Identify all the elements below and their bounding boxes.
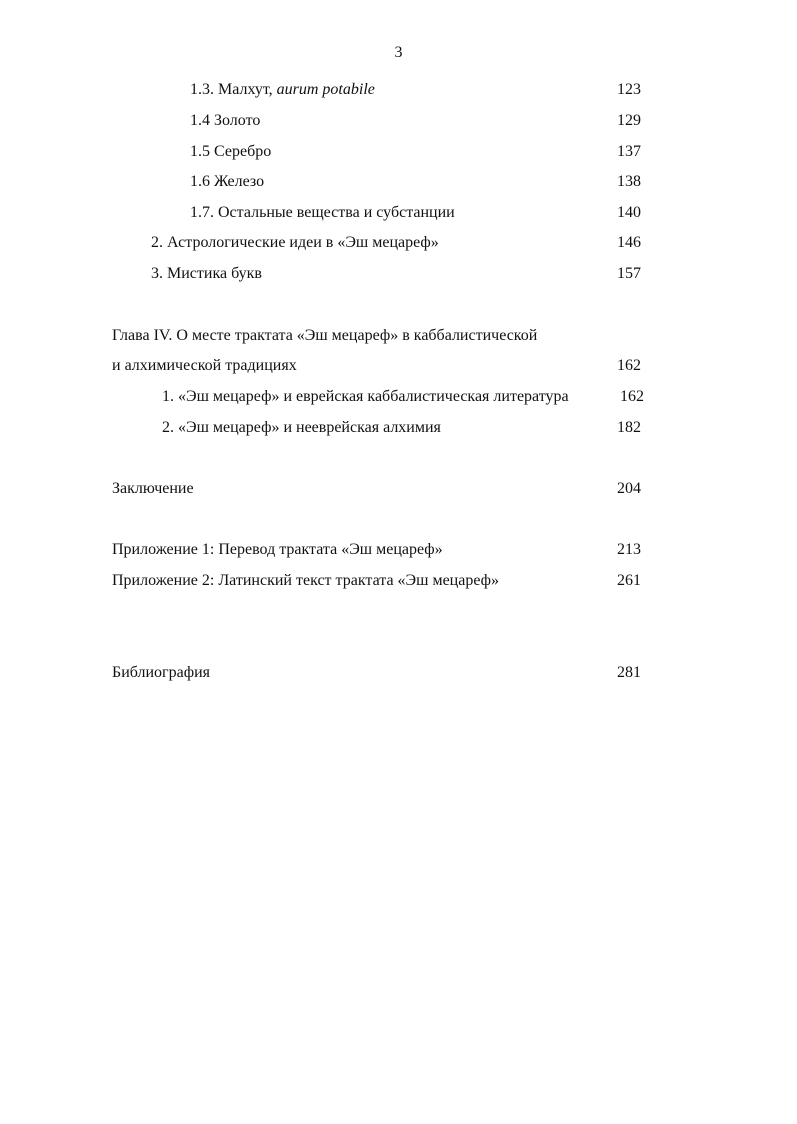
toc-bibliography: Библиография <box>112 664 210 681</box>
toc-page-number: 162 <box>620 388 644 405</box>
page-number: 3 <box>394 44 403 61</box>
toc-page-number: 146 <box>617 234 641 251</box>
toc-entry-italic-term: aurum potabile <box>276 81 375 98</box>
toc-page-number: 157 <box>617 265 641 282</box>
toc-entry-label: 1.3. Малхут, <box>190 81 277 98</box>
toc-chapter-4-title: Глава IV. О месте трактата «Эш мецареф» в каббалистической <box>112 327 538 344</box>
toc-entry-1-3 <box>190 80 375 100</box>
toc-page-number: 137 <box>617 143 641 160</box>
toc-page-number: 162 <box>617 357 641 374</box>
toc-appendix-2: Приложение 2: Латинский текст трактата «Эш мецареф» <box>112 572 499 589</box>
toc-page-number: 182 <box>617 419 641 436</box>
toc-entry-1-4: 1.4 Золото <box>190 112 261 129</box>
toc-conclusion: Заключение <box>112 480 194 497</box>
toc-chapter-4-title-cont: и алхимической традициях <box>112 357 297 374</box>
toc-entry-1-6: 1.6 Железо <box>190 173 265 190</box>
toc-entry-3: 3. Мистика букв <box>151 265 262 282</box>
toc-appendix-1: Приложение 1: Перевод трактата «Эш мецареф» <box>112 541 443 558</box>
toc-entry-1-7: 1.7. Остальные вещества и субстанции <box>190 204 455 221</box>
toc-page-number: 123 <box>617 81 641 98</box>
toc-page-number: 261 <box>617 572 641 589</box>
toc-entry-4-1: 1. «Эш мецареф» и еврейская каббалистическая литература <box>162 388 569 405</box>
toc-page-number: 213 <box>617 541 641 558</box>
toc-entry-4-2: 2. «Эш мецареф» и нееврейская алхимия <box>162 419 441 436</box>
toc-entry-1-5: 1.5 Серебро <box>190 143 272 160</box>
toc-page-number: 129 <box>617 112 641 129</box>
toc-page-number: 138 <box>617 173 641 190</box>
toc-page-number: 281 <box>617 664 641 681</box>
toc-page-number: 140 <box>617 204 641 221</box>
toc-page-number: 204 <box>617 480 641 497</box>
toc-entry-2: 2. Астрологические идеи в «Эш мецареф» <box>151 234 439 251</box>
